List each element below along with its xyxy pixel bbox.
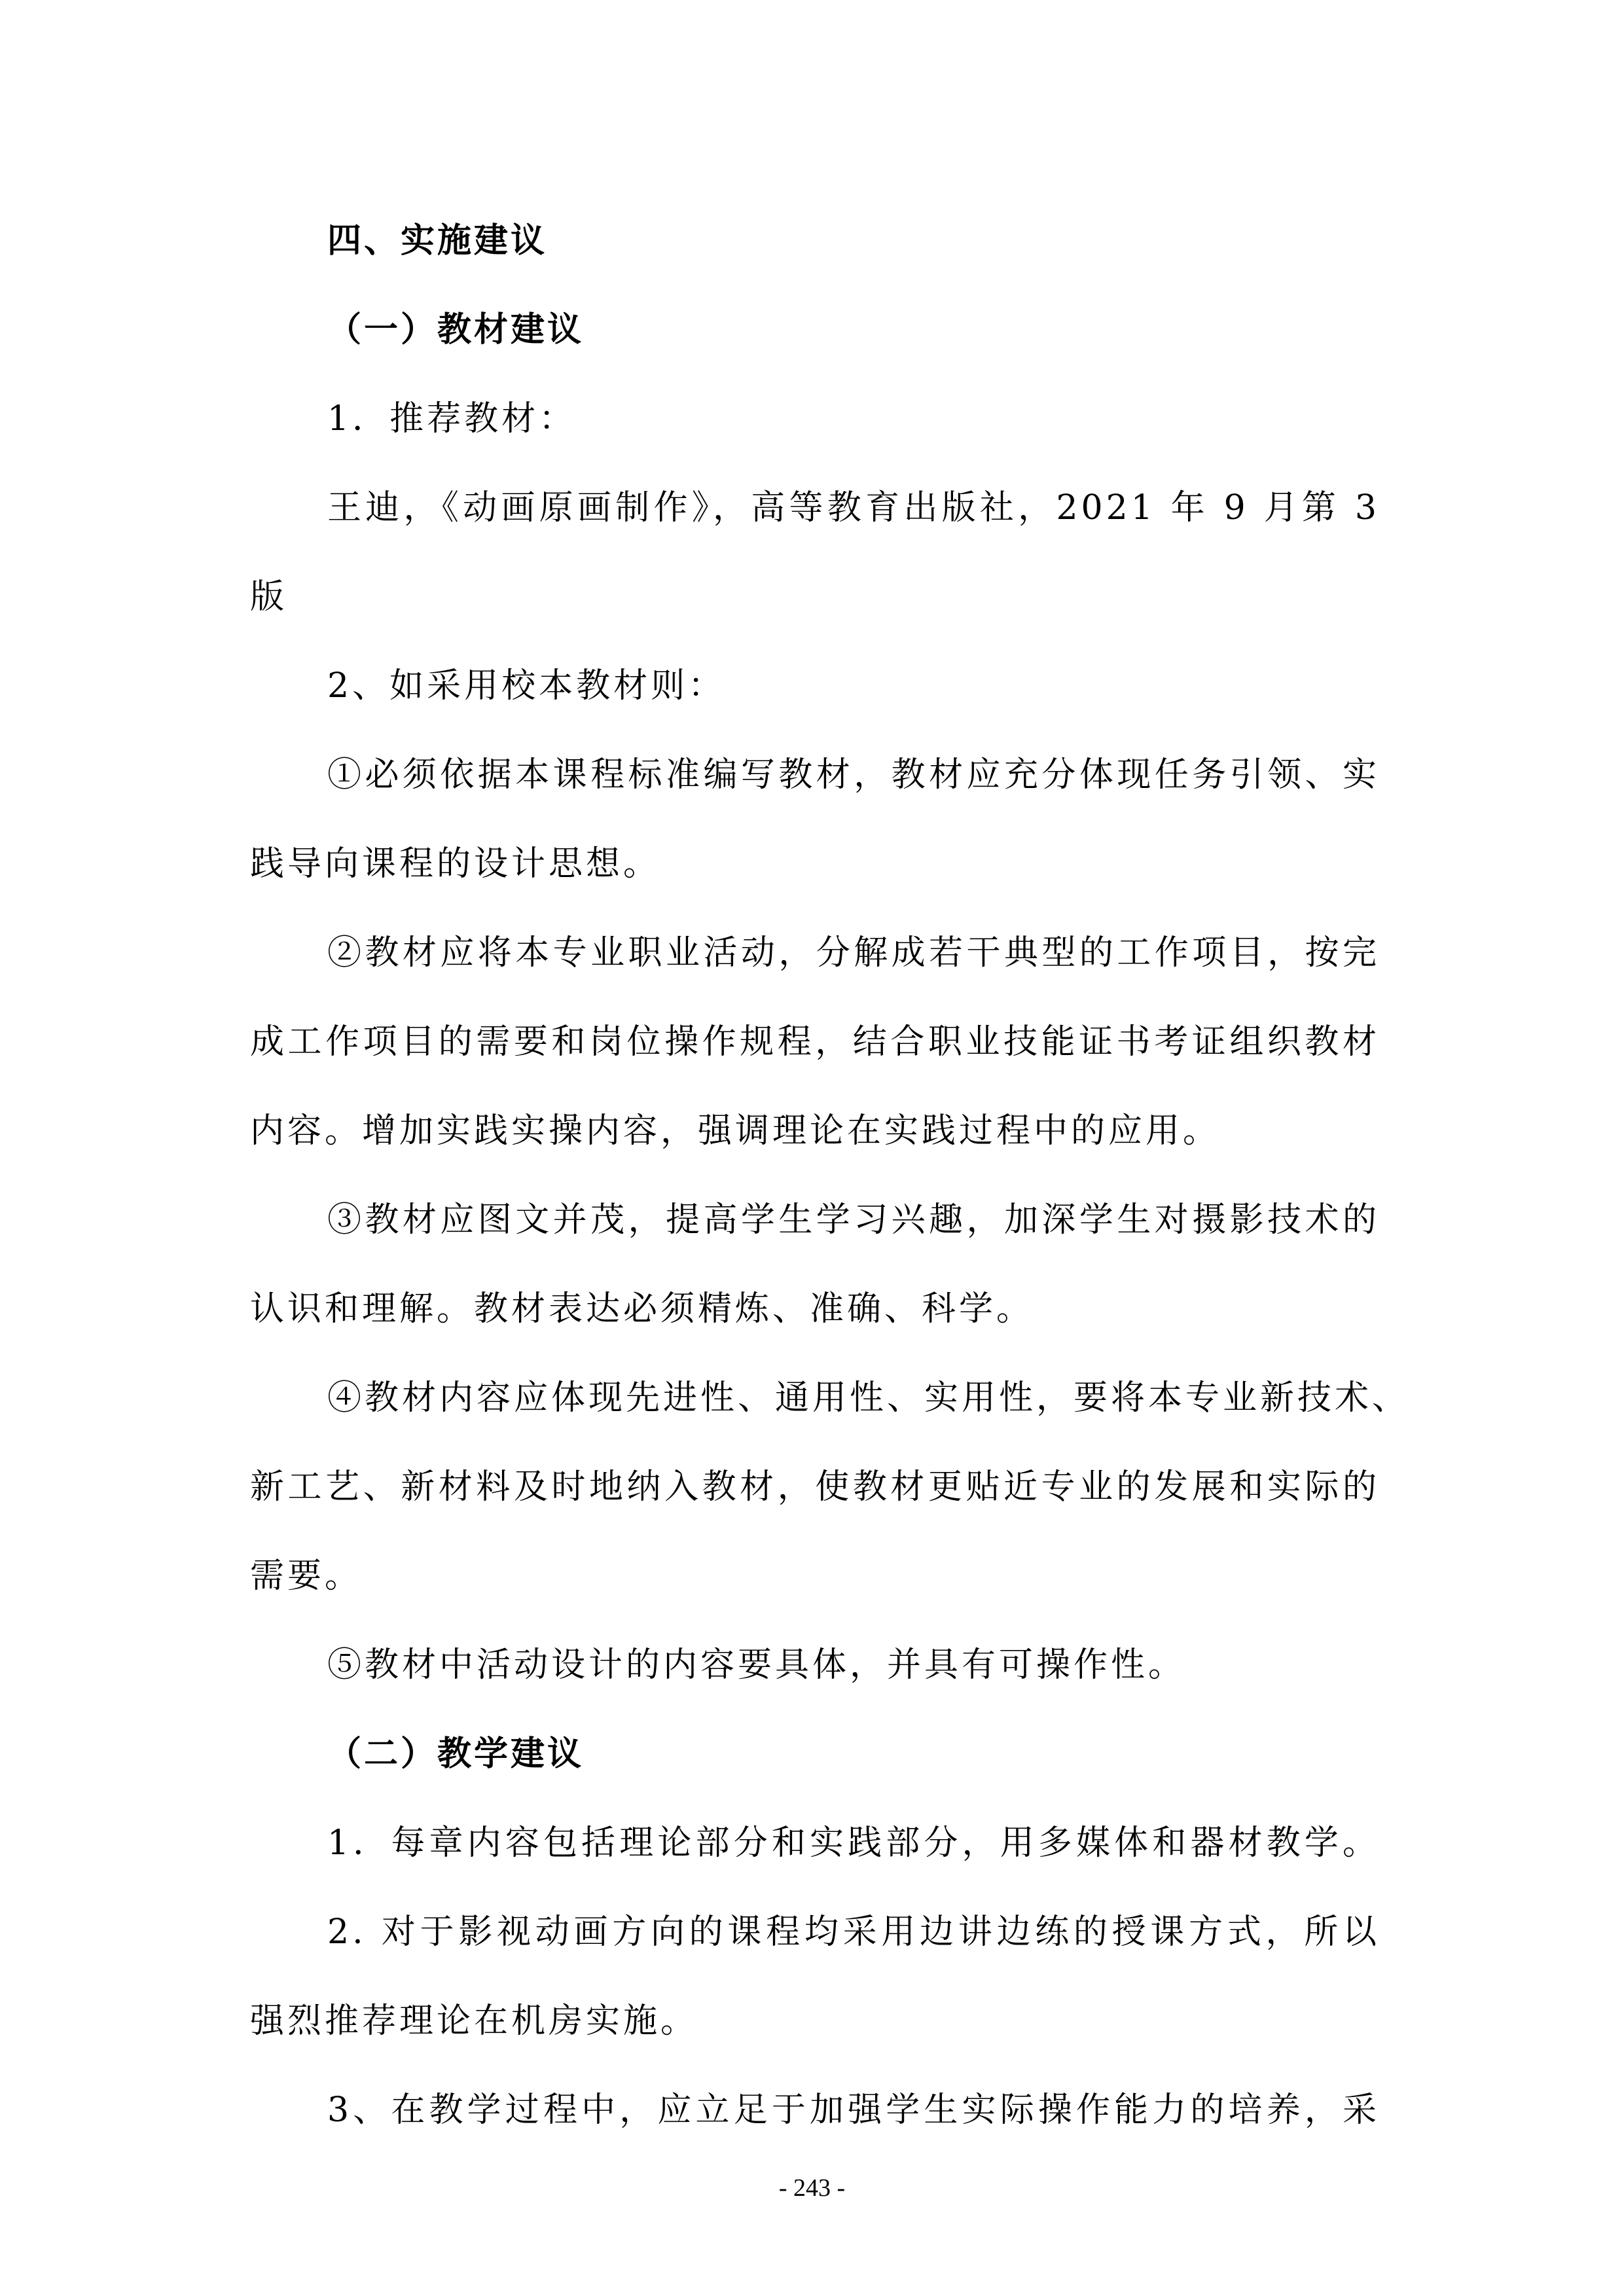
textbook-item-3-line: 认识和理解。教材表达必须精炼、准确、科学。	[250, 1289, 1034, 1329]
textbook-item-4-line: 需要。	[250, 1556, 363, 1596]
school-textbook-label: 2、如采用校本教材则：	[327, 666, 726, 706]
textbook-item-4-line: ④教材内容应体现先进性、通用性、实用性，要将本专业新技术、	[327, 1378, 1410, 1418]
textbook-heading: （一）教材建议	[327, 310, 585, 350]
recommend-text-line: 王迪，《动画原画制作》，高等教育出版社，2021 年 9 月第 3	[327, 488, 1380, 528]
textbook-item-5-line: ⑤教材中活动设计的内容要具体，并具有可操作性。	[327, 1645, 1186, 1685]
textbook-item-4-line: 新工艺、新材料及时地纳入教材，使教材更贴近专业的发展和实际的	[250, 1467, 1380, 1507]
page-number: - 243 -	[778, 2174, 846, 2202]
teaching-item-2-line: 2. 对于影视动画方向的课程均采用边讲边练的授课方式，所以	[327, 1912, 1380, 1952]
teaching-item-2-line: 强烈推荐理论在机房实施。	[250, 2001, 698, 2041]
teaching-heading: （二）教学建议	[327, 1734, 585, 1774]
section-title: 四、实施建议	[327, 221, 548, 260]
recommend-text-line: 版	[250, 577, 288, 617]
textbook-item-3-line: ③教材应图文并茂，提高学生学习兴趣，加深学生对摄影技术的	[327, 1200, 1380, 1240]
teaching-item-1-line: 1．每章内容包括理论部分和实践部分，用多媒体和器材教学。	[327, 1823, 1380, 1863]
page-body	[250, 196, 1410, 2155]
textbook-item-2-line: 内容。增加实践实操内容，强调理论在实践过程中的应用。	[250, 1111, 1221, 1151]
textbook-item-1-line: ①必须依据本课程标准编写教材，教材应充分体现任务引领、实	[327, 755, 1380, 795]
textbook-item-1-line: 践导向课程的设计思想。	[250, 844, 661, 884]
textbook-item-2-line: ②教材应将本专业职业活动，分解成若干典型的工作项目，按完	[327, 933, 1380, 973]
textbook-item-2-line: 成工作项目的需要和岗位操作规程，结合职业技能证书考证组织教材	[250, 1022, 1380, 1062]
recommend-label: 1．推荐教材：	[327, 399, 577, 439]
teaching-item-3-line: 3、在教学过程中，应立足于加强学生实际操作能力的培养，采	[327, 2090, 1380, 2130]
